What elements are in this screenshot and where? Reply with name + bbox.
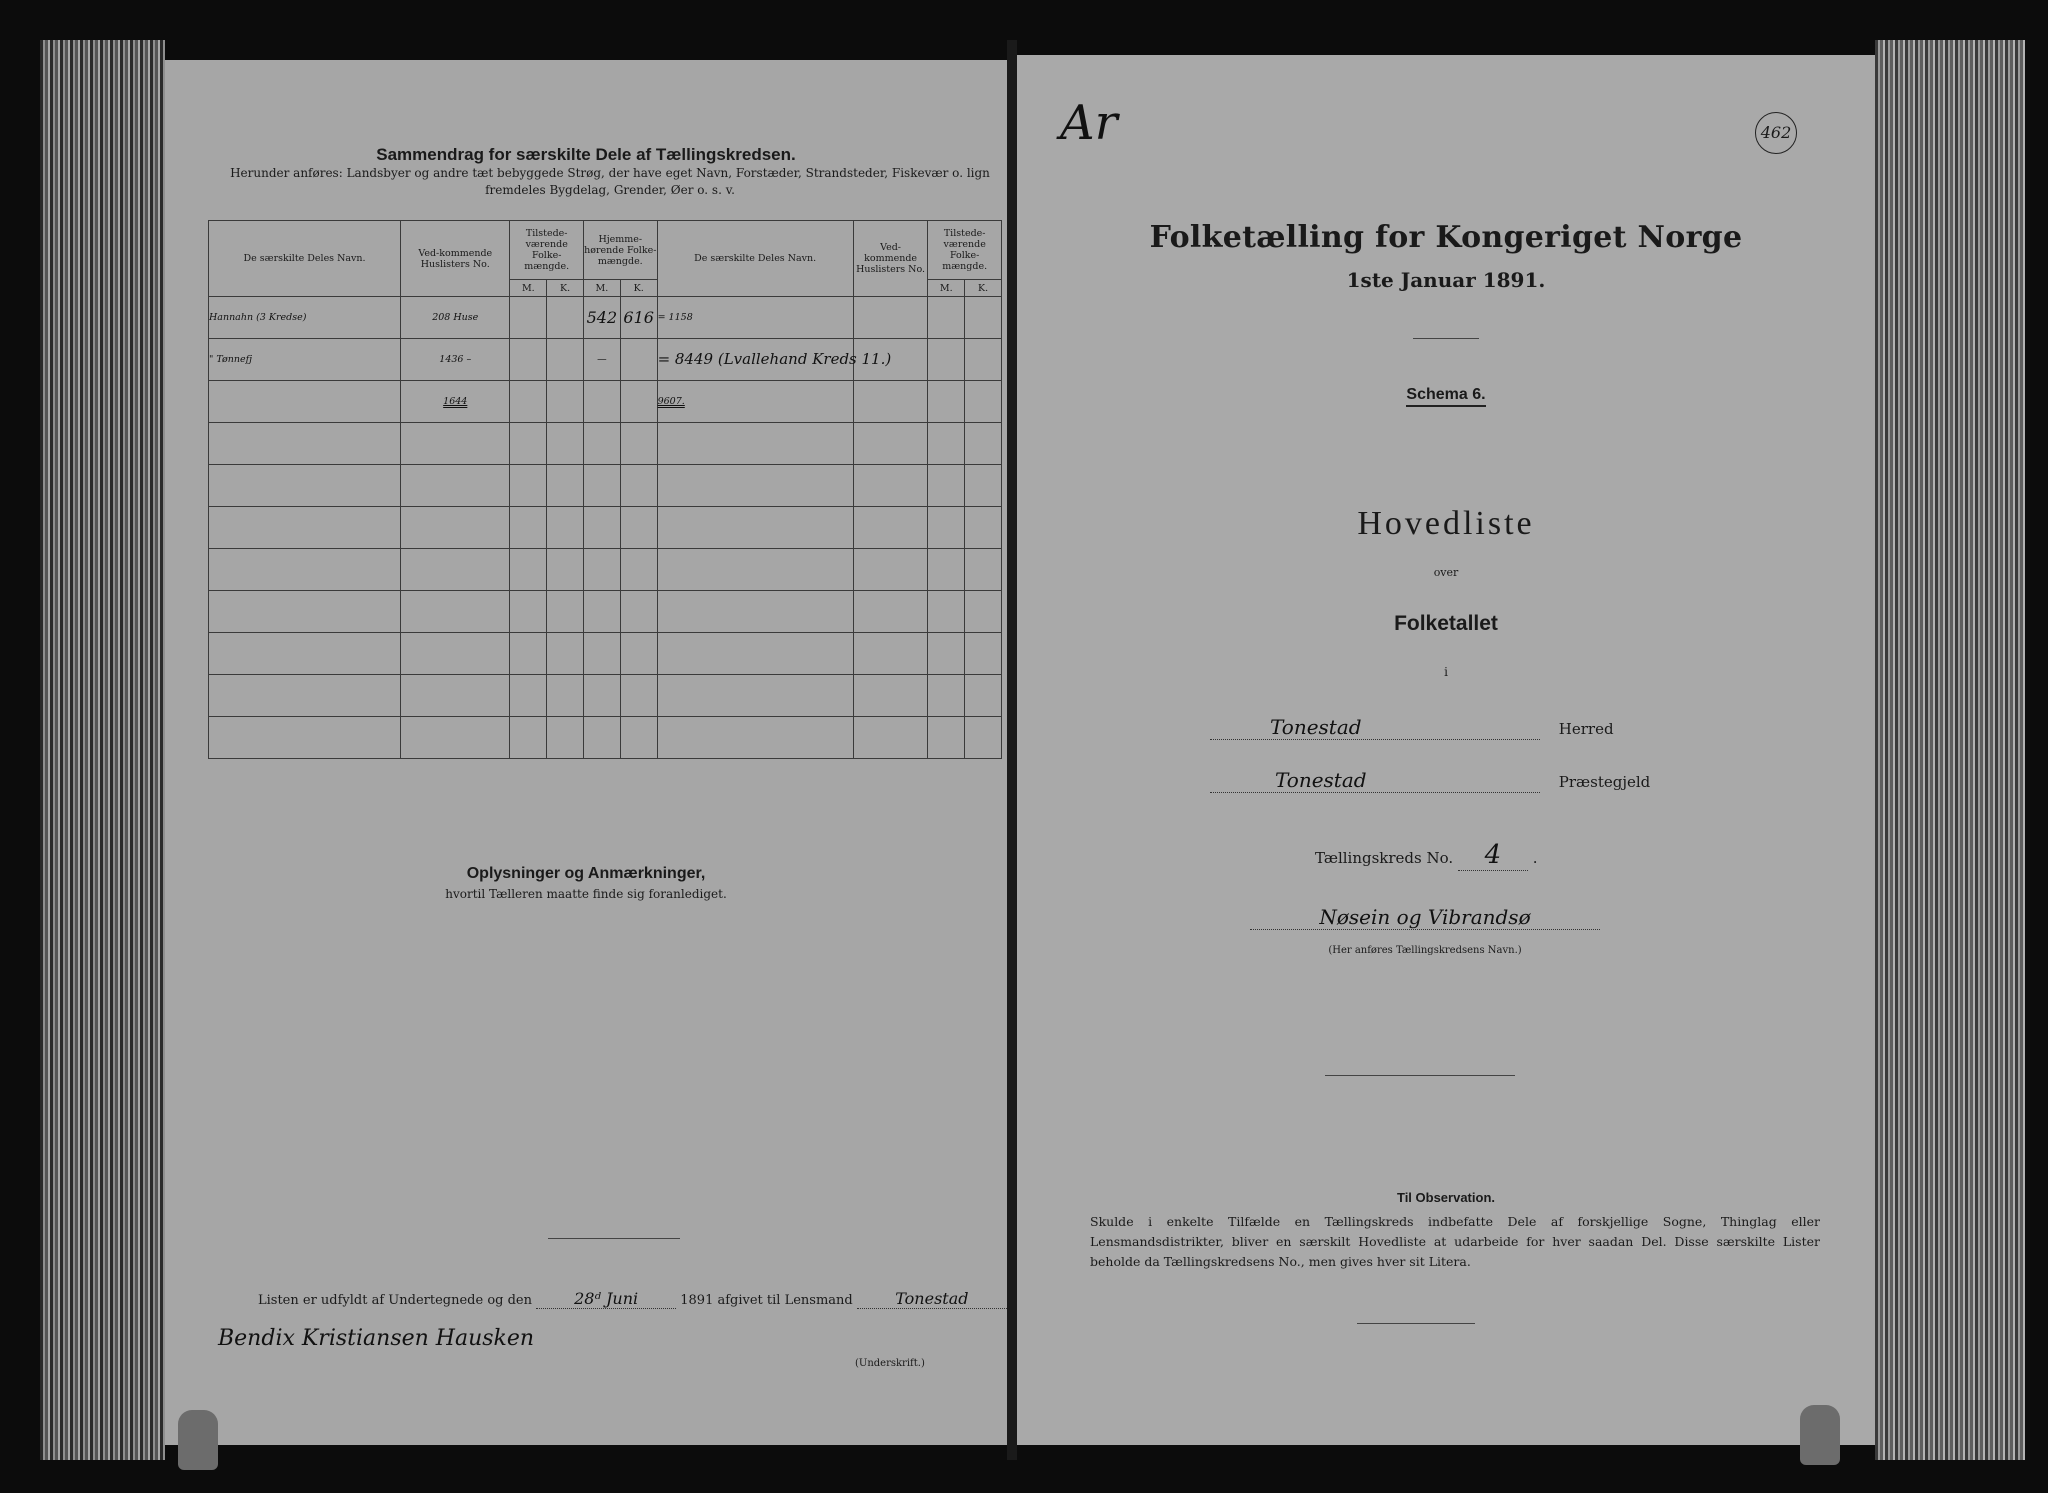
listen-line bbox=[258, 1289, 1007, 1309]
schema-text: Schema 6. bbox=[1406, 386, 1485, 407]
row-hjemme-m: 542 bbox=[584, 297, 621, 339]
schema-label bbox=[1017, 386, 1875, 404]
row-tilstede-k bbox=[547, 297, 584, 339]
table-row bbox=[209, 381, 1002, 423]
header-huslister: Ved-kommende Huslisters No. bbox=[401, 221, 510, 297]
row-huslister: 208 Huse bbox=[401, 297, 510, 339]
over-label: over bbox=[1433, 566, 1459, 579]
herred-value: Tonestad bbox=[1210, 715, 1540, 740]
kreds-label: Tællingskreds No. bbox=[1315, 849, 1454, 867]
listen-prefix: Listen er udfyldt af Undertegnede og den bbox=[258, 1293, 532, 1308]
listen-lensmand: Tonestad bbox=[857, 1289, 1007, 1309]
signature: Bendix Kristiansen Hausken bbox=[218, 1326, 535, 1351]
row-name: Hannahn (3 Kredse) bbox=[209, 297, 401, 339]
header-huslister-2: Ved-kommende Huslisters No. bbox=[853, 221, 928, 297]
oplysninger-subtitle: hvortil Tælleren maatte finde sig foranlediget. bbox=[445, 887, 727, 901]
book-edge-left bbox=[40, 40, 165, 1460]
header-k: K. bbox=[965, 280, 1002, 297]
header-k: K. bbox=[547, 280, 584, 297]
observation-text: Skulde i enkelte Tilfælde en Tællingskreds indbefatte Dele af forskjellige Sogne, Thinglag eller Lensmandsdistrikter, bliver en særskilt Hovedliste at udarbeide for hver saadan Del. Disse særskilte Lister beholde da Tællingskredsens No., men gives hver sit Litera. bbox=[1090, 1214, 1820, 1269]
header-tilstede: Tilstede-værende Folke-mængde. bbox=[510, 221, 584, 280]
herred-label: Herred bbox=[1558, 720, 1614, 738]
left-page-title: Sammendrag for særskilte Dele af Tællingskredsen. bbox=[376, 145, 796, 164]
kreds-navn-note: (Her anføres Tællingskredsens Navn.) bbox=[1328, 945, 1522, 956]
divider bbox=[1357, 1323, 1475, 1324]
header-tilstede-2: Tilstede-værende Folke-mængde. bbox=[928, 221, 1002, 280]
divider bbox=[1325, 1075, 1515, 1076]
divider bbox=[1413, 338, 1479, 339]
underskrift-label: (Underskrift.) bbox=[855, 1358, 925, 1369]
book-edge-right bbox=[1875, 40, 2025, 1460]
row-name-2-total: 9607. bbox=[657, 381, 853, 423]
row-hjemme-k: 616 bbox=[620, 297, 657, 339]
praestegjeld-row bbox=[1210, 768, 1650, 793]
census-title: Folketælling for Kongeriget Norge bbox=[1149, 220, 1743, 255]
summary-table bbox=[208, 220, 1002, 759]
i-label: i bbox=[1444, 665, 1448, 679]
row-tilstede-m bbox=[510, 297, 547, 339]
header-hjemme: Hjemme-hørende Folke-mængde. bbox=[584, 221, 658, 280]
header-m: M. bbox=[928, 280, 965, 297]
table-row bbox=[209, 339, 1002, 381]
book-spine bbox=[1007, 40, 1017, 1460]
hovedliste-heading: Hovedliste bbox=[1357, 505, 1535, 542]
header-m: M. bbox=[510, 280, 547, 297]
praestegjeld-value: Tonestad bbox=[1210, 768, 1540, 793]
oplysninger-title: Oplysninger og Anmærkninger, bbox=[466, 865, 706, 882]
kreds-value: 4 bbox=[1458, 840, 1528, 871]
header-k: K. bbox=[620, 280, 657, 297]
row-huslister-total: 1644 bbox=[401, 381, 510, 423]
row-name-2: = 1158 bbox=[657, 297, 853, 339]
observation-title: Til Observation. bbox=[1396, 1190, 1495, 1205]
kreds-row: Tællingskreds No. 4 . bbox=[1315, 840, 1538, 870]
praestegjeld-label: Præstegjeld bbox=[1558, 773, 1651, 791]
listen-year: 1891 afgivet til Lensmand bbox=[680, 1293, 853, 1308]
corner-mark: Ar bbox=[1060, 95, 1118, 151]
row-hjemme-m: — bbox=[584, 339, 621, 381]
row-name-2: = 8449 (Lvallehand Kreds 11.) bbox=[657, 339, 853, 381]
table-row bbox=[209, 297, 1002, 339]
listen-date: 28ᵈ Juni bbox=[536, 1289, 676, 1309]
header-m: M. bbox=[584, 280, 621, 297]
folketallet-heading: Folketallet bbox=[1394, 612, 1498, 635]
divider bbox=[548, 1238, 680, 1239]
header-name: De særskilte Deles Navn. bbox=[209, 221, 401, 297]
subtitle-line-2: fremdeles Bygdelag, Grender, Øer o. s. v. bbox=[485, 183, 735, 197]
row-name: " Tønnefj bbox=[209, 339, 401, 381]
page-number: 462 bbox=[1755, 112, 1797, 154]
row-huslister: 1436 – bbox=[401, 339, 510, 381]
header-name-2: De særskilte Deles Navn. bbox=[657, 221, 853, 297]
book-clip-right bbox=[1800, 1405, 1840, 1465]
book-clip-left bbox=[178, 1410, 218, 1470]
left-page-subtitle bbox=[215, 165, 1005, 199]
subtitle-line-1: Herunder anføres: Landsbyer og andre tæt bebyggede Strøg, der have eget Navn, Forstæder, Strandsteder, Fiskevær o. lign bbox=[230, 166, 990, 180]
census-date: 1ste Januar 1891. bbox=[1346, 268, 1546, 292]
herred-row bbox=[1210, 715, 1614, 740]
kreds-navn: Nøsein og Vibrandsø bbox=[1250, 905, 1600, 930]
